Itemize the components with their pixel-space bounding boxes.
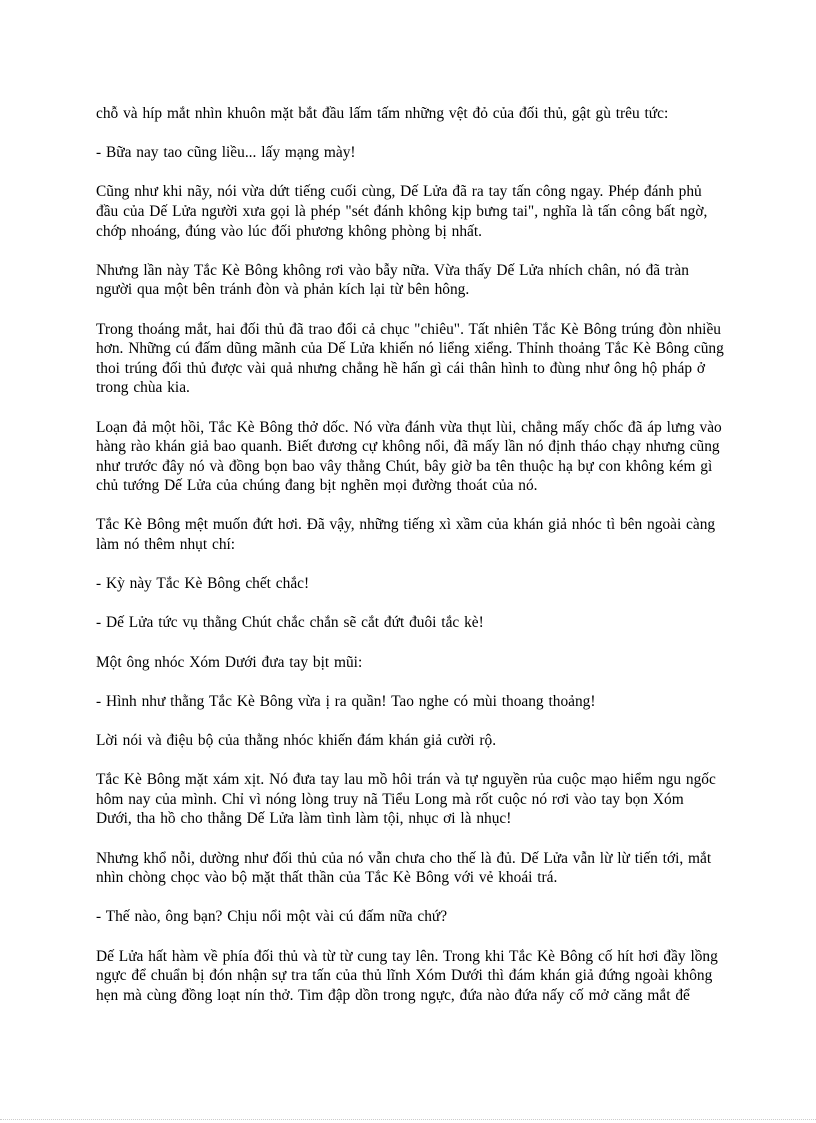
paragraph: Cũng như khi nãy, nói vừa dứt tiếng cuối cùng, Dế Lửa đã ra tay tấn công ngay. Phép đánh phủ đầu của Dế Lửa người xưa gọi là phép "sét đánh không kịp bưng tai", nghĩa là tấn công bất ngờ, chớp nhoáng, đúng vào lúc đối phương không phòng bị nhất. bbox=[96, 183, 708, 240]
paragraph: Tắc Kè Bông mặt xám xịt. Nó đưa tay lau mồ hôi trán và tự nguyền rủa cuộc mạo hiểm ngu ngốc hôm nay của mình. Chỉ vì nóng lòng truy nã Tiểu Long mà rốt cuộc nó rơi vào tay bọn Xóm Dưới, tha hồ cho thằng Dế Lửa làm tình làm tội, nhục ơi là nhục! bbox=[96, 771, 716, 828]
paragraph: - Dế Lửa tức vụ thằng Chút chắc chắn sẽ cắt đứt đuôi tắc kè! bbox=[96, 614, 484, 632]
paragraph: - Kỳ này Tắc Kè Bông chết chắc! bbox=[96, 575, 310, 593]
paragraph: Một ông nhóc Xóm Dưới đưa tay bịt mũi: bbox=[96, 653, 363, 671]
paragraph: Tắc Kè Bông mệt muốn đứt hơi. Đã vậy, những tiếng xì xầm của khán giả nhóc tì bên ngoài càng làm nó thêm nhụt chí: bbox=[96, 516, 716, 554]
paragraph: chỗ và híp mắt nhìn khuôn mặt bắt đầu lấm tấm những vệt đỏ của đối thủ, gật gù trêu tức: bbox=[96, 105, 669, 122]
paragraph: Loạn đả một hồi, Tắc Kè Bông thở dốc. Nó vừa đánh vừa thụt lùi, chẳng mấy chốc đã áp lưng vào hàng rào khán giả bao quanh. Biết đương cự không nổi, đã mấy lần nó định tháo chạy nhưng cũng như trước đây nó và đồng bọn bao vây thằng Chút, bây giờ ba tên thuộc hạ bự con không kém gì chủ tướng Dế Lửa của chúng đang bịt nghẽn mọi đường thoát của nó. bbox=[96, 418, 722, 495]
paragraph: - Hình như thằng Tắc Kè Bông vừa ị ra quần! Tao nghe có mùi thoang thoảng! bbox=[96, 692, 596, 710]
paragraph: - Thế nào, ông bạn? Chịu nổi một vài cú đấm nữa chứ? bbox=[96, 908, 448, 926]
paragraph: Trong thoáng mắt, hai đối thủ đã trao đổi cả chục "chiêu". Tất nhiên Tắc Kè Bông trúng đòn nhiều hơn. Những cú đấm dũng mãnh của Dế Lửa khiến nó liểng xiểng. Thỉnh thoảng Tắc Kè Bông cũng thoi trúng đối thủ được vài quả nhưng chẳng hề hấn gì cái thân hình to đùng như ông hộ pháp ở trong chùa kia. bbox=[96, 320, 724, 397]
paragraph: Nhưng lần này Tắc Kè Bông không rơi vào bẫy nữa. Vừa thấy Dế Lửa nhích chân, nó đã tràn người qua một bên tránh đòn và phản kích lại từ bên hông. bbox=[96, 261, 689, 299]
paragraph: - Bữa nay tao cũng liều... lấy mạng mày! bbox=[96, 144, 356, 162]
page-bottom-divider bbox=[0, 1119, 816, 1120]
paragraph: Nhưng khổ nỗi, dường như đối thủ của nó vẫn chưa cho thế là đủ. Dế Lửa vẫn lừ lừ tiến tới, mắt nhìn chòng chọc vào bộ mặt thất thần của Tắc Kè Bông với vẻ khoái trá. bbox=[96, 849, 712, 887]
paragraph: Dế Lửa hất hàm về phía đối thủ và từ từ cung tay lên. Trong khi Tắc Kè Bông cố hít hơi đầy lồng ngực để chuẩn bị đón nhận sự tra tấn của thủ lĩnh Xóm Dưới thì đám khán giả đứng ngoài không hẹn mà cùng đồng loạt nín thở. Tim đập dồn trong ngực, đứa nào đứa nấy cố mở căng mắt để bbox=[96, 947, 718, 1004]
paragraph: Lời nói và điệu bộ của thằng nhóc khiến đám khán giả cười rộ. bbox=[96, 732, 497, 749]
document-body bbox=[96, 104, 724, 1025]
